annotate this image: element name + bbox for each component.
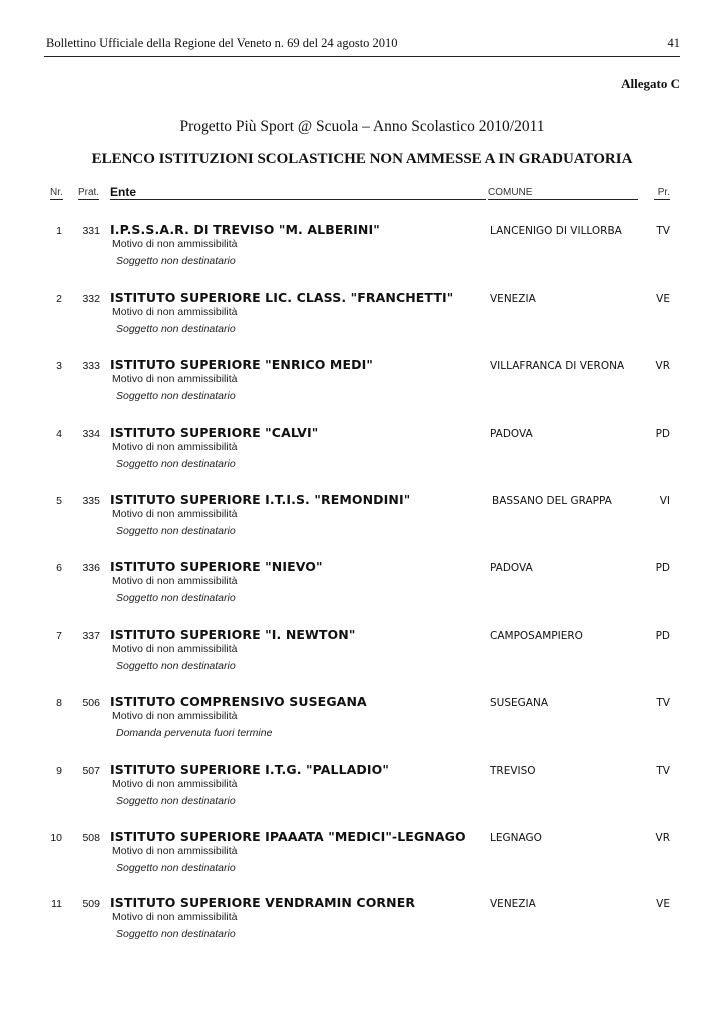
row-ente: ISTITUTO SUPERIORE "ENRICO MEDI" [110, 357, 373, 372]
row-comune: VILLAFRANCA DI VERONA [490, 360, 625, 372]
row-prat: 334 [82, 428, 100, 440]
list-title: ELENCO ISTITUZIONI SCOLASTICHE NON AMMESSE A IN GRADUATORIA [91, 151, 633, 167]
list-item [0, 627, 724, 687]
column-header-comune: COMUNE [488, 186, 638, 200]
row-comune: BASSANO DEL GRAPPA [492, 495, 612, 507]
row-number: 8 [56, 697, 62, 709]
row-reason: Soggetto non destinatario [116, 862, 236, 874]
row-prat: 336 [82, 562, 100, 574]
row-comune: LANCENIGO DI VILLORBA [490, 225, 622, 237]
row-number: 6 [56, 562, 62, 574]
row-reason: Soggetto non destinatario [116, 525, 236, 537]
row-motivo-label: Motivo di non ammissibilità [112, 643, 238, 655]
row-reason: Soggetto non destinatario [116, 255, 236, 267]
column-header-nr: Nr. [50, 187, 63, 198]
row-comune: SUSEGANA [490, 697, 549, 709]
row-reason: Soggetto non destinatario [116, 795, 236, 807]
list-item [0, 492, 724, 552]
page-number: 41 [667, 36, 680, 50]
row-prat: 332 [82, 293, 100, 305]
column-header-prat: Prat. [78, 187, 100, 198]
list-item [0, 895, 724, 955]
row-number: 4 [56, 428, 62, 440]
row-motivo-label: Motivo di non ammissibilità [112, 778, 238, 790]
list-item [0, 762, 724, 822]
row-province: VE [656, 293, 670, 305]
row-reason: Domanda pervenuta fuori termine [116, 727, 273, 739]
row-province: VR [655, 832, 670, 844]
row-prat: 508 [82, 832, 100, 844]
row-prat: 337 [82, 630, 100, 642]
row-motivo-label: Motivo di non ammissibilità [112, 710, 238, 722]
publication-title: Bollettino Ufficiale della Regione del Veneto n. 69 del 24 agosto 2010 [46, 36, 398, 50]
row-province: TV [656, 225, 670, 237]
row-reason: Soggetto non destinatario [116, 390, 236, 402]
row-motivo-label: Motivo di non ammissibilità [112, 373, 238, 385]
running-header [44, 36, 680, 57]
list-item [0, 829, 724, 889]
row-motivo-label: Motivo di non ammissibilità [112, 845, 238, 857]
row-comune: TREVISO [490, 765, 536, 777]
row-prat: 506 [82, 697, 100, 709]
row-number: 2 [56, 293, 62, 305]
row-number: 5 [56, 495, 62, 507]
row-number: 10 [50, 832, 62, 844]
row-motivo-label: Motivo di non ammissibilità [112, 238, 238, 250]
row-motivo-label: Motivo di non ammissibilità [112, 508, 238, 520]
list-item [0, 559, 724, 619]
row-ente: ISTITUTO SUPERIORE IPAAATA "MEDICI"-LEGNAGO [110, 829, 466, 844]
row-comune: PADOVA [490, 428, 533, 440]
row-ente: ISTITUTO SUPERIORE I.T.I.S. "REMONDINI" [110, 492, 411, 507]
row-number: 11 [51, 898, 62, 910]
list-item [0, 290, 724, 350]
list-item [0, 425, 724, 485]
row-number: 1 [56, 225, 62, 237]
row-reason: Soggetto non destinatario [116, 323, 236, 335]
row-prat: 509 [82, 898, 100, 910]
row-ente: ISTITUTO SUPERIORE "CALVI" [110, 425, 319, 440]
row-ente: I.P.S.S.A.R. DI TREVISO "M. ALBERINI" [110, 222, 380, 237]
row-number: 7 [56, 630, 62, 642]
row-ente: ISTITUTO SUPERIORE LIC. CLASS. "FRANCHETTI" [110, 290, 454, 305]
attachment-label: Allegato C [621, 76, 680, 91]
row-province: VE [656, 898, 670, 910]
row-ente: ISTITUTO COMPRENSIVO SUSEGANA [110, 694, 367, 709]
row-comune: LEGNAGO [490, 832, 542, 844]
row-ente: ISTITUTO SUPERIORE VENDRAMIN CORNER [110, 895, 416, 910]
column-header-row [50, 186, 670, 201]
list-item [0, 357, 724, 417]
project-title: Progetto Più Sport @ Scuola – Anno Scolastico 2010/2011 [179, 118, 545, 135]
row-ente: ISTITUTO SUPERIORE I.T.G. "PALLADIO" [110, 762, 389, 777]
row-number: 3 [56, 360, 62, 372]
row-province: PD [655, 428, 670, 440]
row-reason: Soggetto non destinatario [116, 928, 236, 940]
row-prat: 507 [82, 765, 100, 777]
row-reason: Soggetto non destinatario [116, 592, 236, 604]
row-province: TV [656, 765, 670, 777]
row-prat: 335 [82, 495, 100, 507]
row-comune: PADOVA [490, 562, 533, 574]
row-province: TV [656, 697, 670, 709]
row-motivo-label: Motivo di non ammissibilità [112, 911, 238, 923]
row-comune: VENEZIA [490, 898, 536, 910]
row-ente: ISTITUTO SUPERIORE "I. NEWTON" [110, 627, 356, 642]
list-item [0, 694, 724, 754]
row-ente: ISTITUTO SUPERIORE "NIEVO" [110, 559, 323, 574]
row-reason: Soggetto non destinatario [116, 458, 236, 470]
column-header-pr: Pr. [654, 186, 670, 200]
row-motivo-label: Motivo di non ammissibilità [112, 306, 238, 318]
column-header-ente: Ente [110, 186, 486, 200]
row-province: VI [659, 495, 670, 507]
row-prat: 333 [82, 360, 100, 372]
row-comune: VENEZIA [490, 293, 536, 305]
row-province: PD [655, 562, 670, 574]
row-reason: Soggetto non destinatario [116, 660, 236, 672]
row-prat: 331 [82, 225, 100, 237]
list-item [0, 222, 724, 282]
row-province: PD [655, 630, 670, 642]
row-province: VR [655, 360, 670, 372]
row-motivo-label: Motivo di non ammissibilità [112, 575, 238, 587]
row-motivo-label: Motivo di non ammissibilità [112, 441, 238, 453]
row-number: 9 [56, 765, 62, 777]
row-comune: CAMPOSAMPIERO [490, 630, 583, 642]
